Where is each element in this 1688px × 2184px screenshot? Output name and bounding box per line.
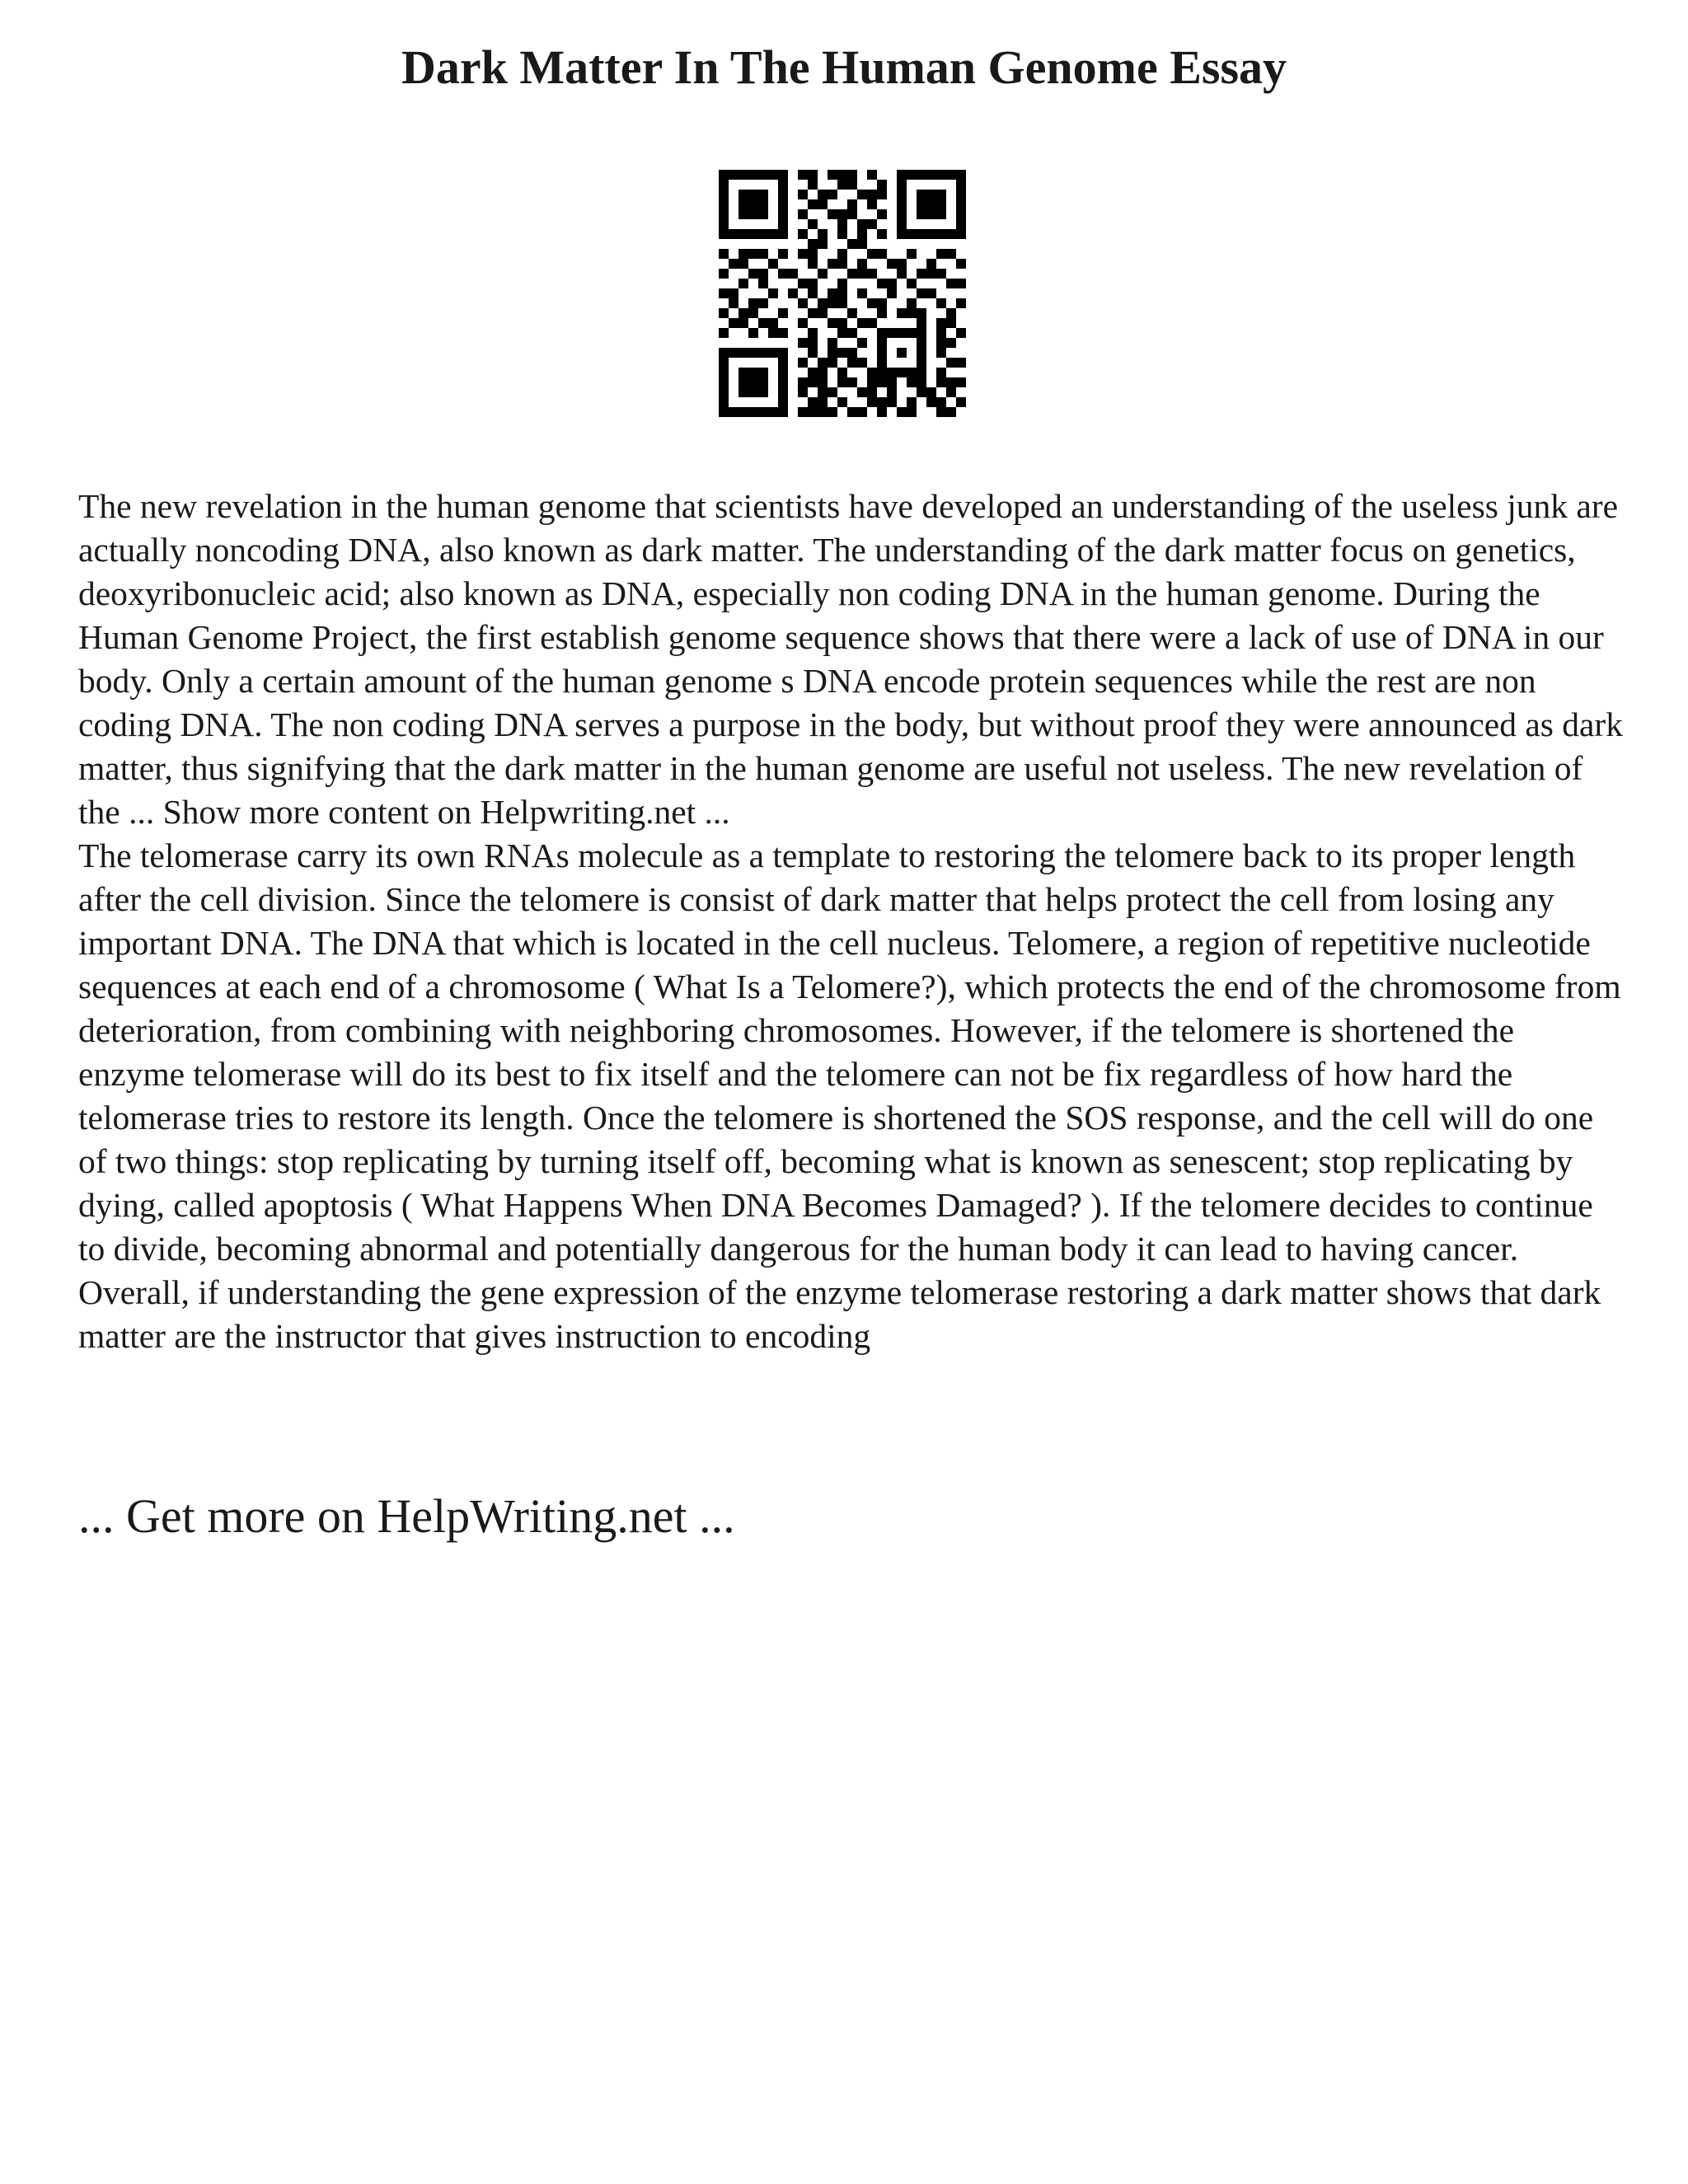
essay-body xyxy=(78,485,1628,1358)
qr-code-graphic xyxy=(719,170,966,417)
get-more-link[interactable]: ... Get more on HelpWriting.net ... xyxy=(78,1489,735,1543)
essay-paragraph-2: The telomerase carry its own RNAs molecule as a template to restoring the telomere back to its proper length after the cell division. Since the telomere is consist of dark matter that helps protect the cell from losing any important DNA. The DNA that which is located in the cell nucleus. Telomere, a region of repetitive nucleotide sequences at each end of a chromosome ( What Is a Telomere?), which protects the end of the chromosome from deterioration, from combining with neighboring chromosomes. However, if the telomere is shortened the enzyme telomerase will do its best to fix itself and the telomere can not be fix regardless of how hard the telomerase tries to restore its length. Once the telomere is shortened the SOS response, and the cell will do one of two things: stop replicating by turning itself off, becoming what is known as senescent; stop replicating by dying, called apoptosis ( What Happens When DNA Becomes Damaged? ). If the telomere decides to continue to divide, becoming abnormal and potentially dangerous for the human body it can lead to having cancer. Overall, if understanding the gene expression of the enzyme telomerase restoring a dark matter shows that dark matter are the instructor that gives instruction to encoding xyxy=(78,837,1621,1355)
page-title: Dark Matter In The Human Genome Essay xyxy=(401,40,1287,94)
essay-paragraph-1: The new revelation in the human genome that scientists have developed an understanding of the useless junk are actually noncoding DNA, also known as dark matter. The understanding of the dark matter focus on genetics, deoxyribonucleic acid; also known as DNA, especially non coding DNA in the human genome. During the Human Genome Project, the first establish genome sequence shows that there were a lack of use of DNA in our body. Only a certain amount of the human genome s DNA encode protein sequences while the rest are non coding DNA. The non coding DNA serves a purpose in the body, but without proof they were announced as dark matter, thus signifying that the dark matter in the human genome are useful not useless. The new revelation of the ... Show more content on Helpwriting.net ... xyxy=(78,487,1624,831)
qr-code-icon[interactable] xyxy=(719,170,966,417)
